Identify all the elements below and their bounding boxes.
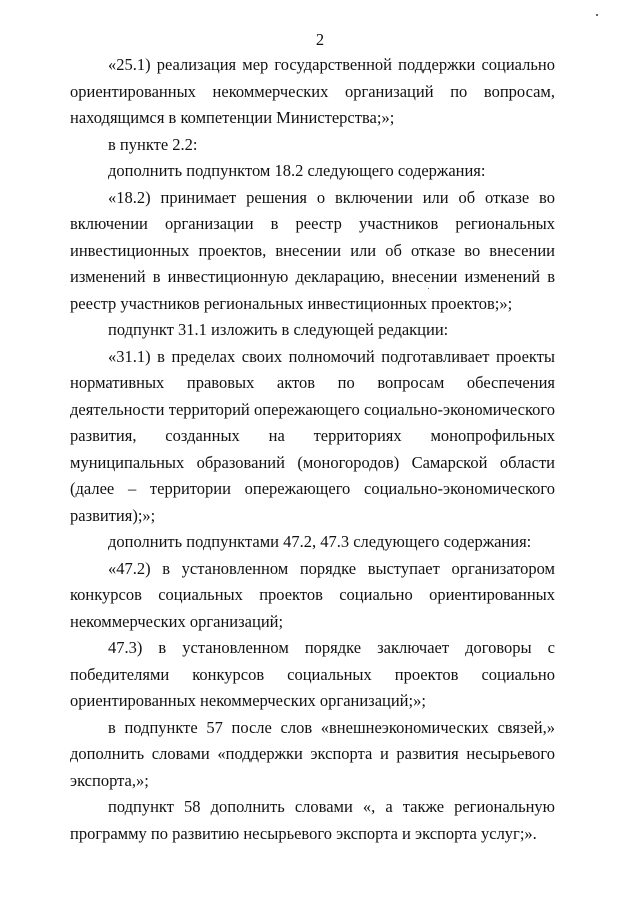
paragraph-point-2-2: в пункте 2.2: [108,134,198,154]
page-number: 2 [315,30,325,49]
paragraph-57: в подпункте 57 после слов «внешнеэкономических связей,» дополнить словами «поддержки экспорта и развития несырьевого экспорта,»; [70,717,555,790]
document-body [70,52,555,847]
paragraph-58: подпункт 58 дополнить словами «, а также региональную программу по развитию несырьевого экспорта и экспорта услуг;». [70,797,555,843]
paragraph-31-1: «31.1) в пределах своих полномочий подготавливает проекты нормативных правовых актов по вопросам обеспечения деятельности территорий опережающего социально-экономического развития, созданных на территориях монопрофильных муниципальных образований (моногородов) Самарской области (далее – территории опережающего социально-экономического развития);»; [70,346,555,525]
scan-speck [428,288,429,289]
paragraph-add-18-2: дополнить подпунктом 18.2 следующего содержания: [108,161,486,180]
scan-speck [596,14,598,16]
paragraph-47-3: 47.3) в установленном порядке заключает договоры с победителями конкурсов социальных проектов социально ориентированных некоммерческих организаций;»; [70,638,555,710]
paragraph-47-2: «47.2) в установленном порядке выступает организатором конкурсов социальных проектов социально ориентированных некоммерческих организаций; [70,558,555,631]
paragraph-31-1-intro: подпункт 31.1 изложить в следующей редакции: [108,320,449,339]
paragraph-add-47: дополнить подпунктами 47.2, 47.3 следующего содержания: [108,532,532,551]
paragraph-18-2: «18.2) принимает решения о включении или об отказе во включении организации в реестр участников региональных инвестиционных проектов, внесении или об отказе во внесении изменений в инвестиционную декларацию, внесении изменений в реестр участников региональных инвестиционных проектов;»; [70,187,555,313]
paragraph-25-1: «25.1) реализация мер государственной поддержки социально ориентированных некоммерческих организаций по вопросам, находящимся в компетенции Министерства;»; [70,55,555,127]
